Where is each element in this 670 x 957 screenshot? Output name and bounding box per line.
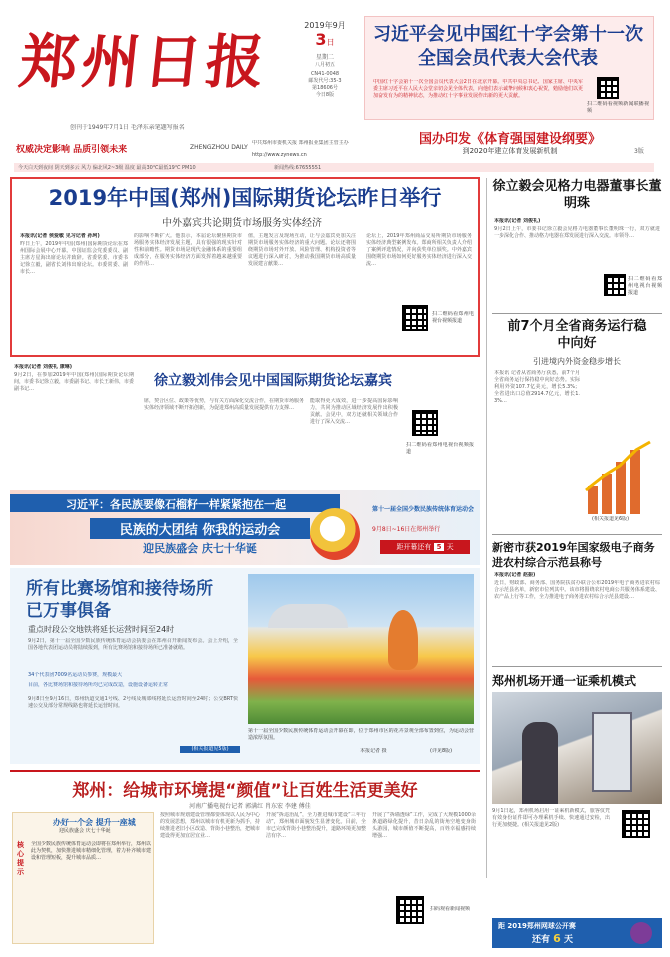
xu-meet-headline[interactable]: 徐立毅刘伟会见中国国际期货论坛嘉宾: [154, 373, 392, 389]
xu-meet-qr[interactable]: [412, 410, 438, 436]
hotline: 新闻热线:67655551: [274, 165, 322, 171]
photo-building: [268, 604, 348, 628]
top-story-body: 中国红十字会第十一次全国会员代表大会2日在北京开幕。中共中央总书记、国家主席、中央军委主席习近平在人民大会堂亲切会见全体代表，向他们表示诚挚问候和衷心祝贺，勉励他们以更加奋发有为的精神状态，为推动红十字事业发展作出新的更大贡献。: [373, 79, 583, 99]
venue-subhead: 重点时段公交地铁将延长运营时间至24时: [28, 625, 175, 634]
lead-qr-caption: 扫二维码看郑州电视台视频报道: [432, 311, 474, 324]
venue-section: [10, 568, 480, 764]
wta-text: 距 2019郑州网球公开赛: [498, 922, 576, 930]
bottom-col-2: 开展“拆违治乱”，全力推进城市建设“三年行动”，郑州城市面貌发生显著变化。目前，全市已完成背街小巷整治提升，道路环境更加整洁有序…: [266, 812, 366, 839]
commerce-story: [492, 316, 662, 531]
lunar-date: 八月初五: [314, 62, 335, 68]
feature-side-tag: 核心提示: [17, 841, 24, 876]
venue-body-1: 9月2日，第十一届全国少数民族传统体育运动会执委会在郑州召开新闻发布会。会上介绍，全国各地代表团运动员将陆续报到，所有比赛场馆和接待场所已准备就绪。: [28, 638, 238, 651]
airport-kiosk: [592, 712, 632, 792]
date-block: [294, 20, 356, 130]
english-name: ZHENGZHOU DAILY: [190, 144, 248, 151]
bottom-col-1: 按照城市规划建设管理都要体现以人民为中心的发展思想，郑州以城市有机更新为抓手，持续推进老旧小区改造、背街小巷整治，把城市建设得更加宜居宜业…: [160, 812, 260, 839]
lead-col-2: 的影响不断扩大。他表示，本届论坛聚焦期货市场服务实体经济发展主题，具有很强的现实针对性和前瞻性。期货市场是现代金融体系的重要组成部分，在服务实体经济方面发挥着越来越重要的作用…: [134, 233, 242, 267]
banner-line1: 民族的大团结 你我的运动会: [90, 518, 310, 539]
second-story-tag: 3版: [634, 148, 644, 155]
photo-more: (详见8版): [430, 748, 453, 754]
xinmi-body: 近日，财政部、商务部、国务院扶贫办联合公布2019年电子商务进农村综合示范县名单，新密市位列其中。该市将围绕农村电商公共服务体系建设、农产品上行等工作，全力推进电子商务进农村综合示范县建设…: [494, 580, 660, 600]
venue-headline-text[interactable]: 所有比赛场馆和接待场所已万事俱备: [26, 579, 213, 621]
date-year-month: 2019年9月: [304, 21, 346, 30]
airport-traveler: [522, 722, 558, 804]
slogan: 权威决定影响 品质引领未来: [16, 145, 128, 155]
banner-line2: 迎民族盛会 庆七十华诞: [143, 542, 257, 555]
venue-more: (相关报道见5版): [180, 746, 240, 753]
feature-box-title: 办好一个会 提升一座城: [53, 818, 136, 827]
graphic-bar: [616, 462, 626, 514]
xu-meet-qr-caption: 扫二维码看郑州电视台视频报道: [406, 442, 474, 455]
divider: [492, 313, 662, 314]
lead-subhead: 中外嘉宾共论期货市场服务实体经济: [162, 218, 322, 229]
xu-meet-col-3: 能取得更大成效，进一步提高国际影响力，共同为推动区域经济发展作出积极贡献。会见中，双方还就相关领域合作进行了深入交流…: [310, 398, 398, 425]
airport-qr[interactable]: [622, 810, 650, 838]
xu-gree-photo: [494, 288, 604, 290]
page-count: 今日8版: [315, 92, 335, 98]
xinmi-headline[interactable]: 新密市获2019年国家级电子商务进农村综合示范县称号: [492, 541, 655, 569]
banner-mascot: [310, 508, 360, 560]
xu-meet-story: [10, 362, 480, 484]
venue-bullet-2: 目前，各比赛场馆和接待场所均已完成改造，设施设备运转正常: [28, 682, 169, 688]
divider: [492, 534, 662, 535]
bottom-qr[interactable]: [396, 896, 424, 924]
top-story: [364, 16, 654, 120]
xu-gree-headline[interactable]: 徐立毅会见格力电器董事长董明珠: [492, 179, 662, 211]
airport-headline[interactable]: 郑州机场开通一证乘机模式: [492, 674, 637, 688]
xu-gree-qr-caption: 扫二维码看郑州电视台视频报道: [628, 276, 662, 296]
feature-box-subtitle: 迎民族盛会 庆七十华诞: [59, 828, 111, 834]
date-day: 3: [315, 30, 327, 49]
right-col-divider: [486, 178, 487, 878]
bottom-qr-caption: 扫码观看新闻视频: [430, 906, 471, 912]
weather-text: 今天白天到夜间 阴天到多云 风力 偏北风2~3级 温度 最高30℃最低19℃ PM10: [18, 165, 196, 171]
photo-credit: 本报记者 摄: [360, 748, 387, 754]
commerce-body: 本报讯 记者从省商务厅获悉，前7个月全省商务运行保持稳中向好态势。实际利用外资107.7亿美元，增长5.3%；全省进出口总值2914.7亿元，增长1.3%…: [494, 370, 580, 404]
commerce-subhead: 引进境内外资金稳步增长: [533, 357, 621, 366]
second-story-subhead: 到2020年建立体育发展新机制: [462, 147, 558, 155]
publisher-line: 中共郑州市委机关报 郑州报业集团主管主办: [252, 140, 349, 146]
lead-col-3: 值，主题发言及现场互动，让与会嘉宾更加关注期货市场服务实体经济的重大问题。论坛还将围绕期货市场对外开放、风险管理、机构投资者等议题进行深入研讨，为推动我国期货市场高质量发展建言献策…: [248, 233, 356, 267]
feature-side-text: 全国少数民族传统体育运动会即将在郑州举行，郑州以此为契机，加快推进城市精细化管理，着力补齐城市建设和管理短板，提升城市品质…: [31, 841, 151, 861]
cn-number: CN41-0048: [310, 71, 340, 77]
airport-story: [492, 670, 662, 880]
masthead-title: 郑州日报: [16, 28, 272, 96]
weather-bar: [14, 163, 654, 172]
banner-event: 第十一届全国少数民族传统体育运动会: [372, 506, 475, 513]
xinmi-byline: 本报讯(记者 赵振): [494, 572, 536, 578]
venue-bullet-1: 34个代表团7009名运动员参赛，规模最大: [28, 672, 123, 678]
masthead: [14, 10, 654, 160]
masthead-founded: 创刊于1949年7月1日 毛泽东亲笔题写报名: [70, 124, 185, 131]
bottom-col-3: 开展了“拆墙透绿”工作，完成了大规模1000余条道路绿化提升，昔日杂乱的街角空地变身街头游园，城市颜值不断提高，百姓幸福感持续增强…: [372, 812, 476, 839]
graphic-bar: [602, 474, 612, 514]
airport-photo: [492, 692, 662, 804]
top-story-qr-caption: 扫二维码看视频新闻联播视频: [587, 101, 649, 114]
commerce-bar-graphic: [584, 436, 658, 516]
banner-dates: 9月8日~16日在郑州举行: [372, 526, 441, 533]
top-story-qr[interactable]: [597, 77, 619, 99]
bottom-headline[interactable]: 郑州：给城市环境提“颜值”让百姓生活更美好: [72, 781, 418, 801]
date-label: 日: [326, 38, 335, 47]
wta-unit: 天: [563, 935, 573, 945]
xinmi-story: [492, 538, 662, 662]
wta-countdown: [492, 918, 662, 948]
countdown-box: [380, 540, 470, 554]
top-story-headline: 习近平会见中国红十字会第十一次全国会员代表大会代表: [373, 24, 643, 69]
photo-caption: 第十一届全国少数民族传统体育运动会开幕在即，位于郑州市区的花卉景观全部布置到位，为运动会营造浓厚氛围。: [248, 728, 474, 741]
lead-qr[interactable]: [402, 305, 428, 331]
wta-days-line: [532, 932, 573, 945]
commerce-more: (相关报道见6版): [592, 516, 630, 522]
divider: [492, 666, 662, 667]
website[interactable]: http://www.zynews.cn: [252, 152, 307, 158]
lead-story: [10, 177, 480, 357]
bottom-feature-box: [12, 812, 154, 944]
xu-gree-qr[interactable]: [604, 274, 626, 296]
postal-code: 邮发代号:35-3: [308, 78, 342, 84]
countdown-unit: 天: [446, 543, 454, 551]
xu-meet-col-2: 席，契合区位、政策等优势，与有关方面深化交流合作，在期货市场服务实体经济领域不断开拓创新，为促进郑州高质量发展提供有力支撑…: [144, 398, 304, 411]
weekday: 星期二: [315, 54, 334, 61]
slogan-bar: [14, 140, 370, 162]
flower-garden-photo: [248, 574, 474, 724]
lead-col-1: 昨日上午，2019年中国(郑州)国际期货论坛在郑州国际会展中心开幕。中国证监会党委委员、副主席方星海出席论坛并致辞。省委常委、市委书记徐立毅，副省长刘伟出席论坛。市委常委、副市长…: [20, 241, 128, 275]
divider: [10, 770, 480, 772]
lead-headline[interactable]: 2019年中国(郑州)国际期货论坛昨日举行: [48, 186, 442, 210]
xu-meet-col-1: 9月2日，在参加2019年中国(郑州)国际期货论坛期间，市委书记徐立毅，市委副书记、市长王新伟，市委副书记…: [14, 372, 134, 392]
countdown-label: 距开幕还有: [396, 543, 432, 551]
xu-gree-story: [492, 178, 662, 308]
commerce-headline[interactable]: 前7个月全省商务运行稳中向好: [507, 319, 647, 351]
second-story-headline[interactable]: 国办印发《体育强国建设纲要》: [418, 132, 601, 147]
issue-number: 第18606号: [312, 85, 338, 91]
xu-gree-byline: 本报讯(记者 刘俊礼): [494, 218, 541, 224]
bottom-byline: 河南广播电视台记者 郭满红 肖东宏 李建 傅佳: [189, 803, 311, 810]
graphic-bar: [588, 486, 598, 514]
wta-days: 6: [553, 932, 561, 945]
ethnic-games-banner: [10, 490, 480, 565]
lead-byline: 本报讯(记者 侯爱敏 见习记者 孙珂): [20, 233, 100, 239]
graphic-bar: [630, 450, 640, 514]
wta-prefix: 还有: [532, 935, 551, 945]
lead-col-4: 论坛上，2019年郑州商品交易所期货市场服务实体经济典型案例发布。郑商所相关负责人介绍了案例评选情况，并向获奖单位颁奖。中外嘉宾围绕期货市场如何更好服务实体经济进行深入交流…: [366, 233, 472, 267]
xu-gree-body: 9月2日上午，市委书记徐立毅会见格力电器董事长董明珠一行，双方就进一步深化合作、推动格力电器在郑发展进行深入交流。市领导…: [494, 226, 660, 239]
wta-logo: [630, 922, 652, 944]
countdown-days: 5: [434, 543, 445, 551]
photo-sculpture: [388, 610, 418, 670]
banner-title[interactable]: 习近平：各民族要像石榴籽一样紧紧抱在一起: [66, 498, 286, 511]
airport-body: 9月1日起，郑州机场启用一证乘机新模式，旅客仅凭有效身份证件即可办理乘机手续、快速通过安检，出行更加便捷。(相关报道见2版): [492, 808, 610, 828]
xu-meet-byline: 本报讯(记者 刘俊礼 康琳): [14, 364, 73, 370]
venue-body-2: 9月8日至9月16日，郑州轨道交通1号线、2号线及城郊线将延长运营时间至24时；公交BRT快速公交及部分常规线路也将延长运营时间。: [28, 696, 238, 709]
